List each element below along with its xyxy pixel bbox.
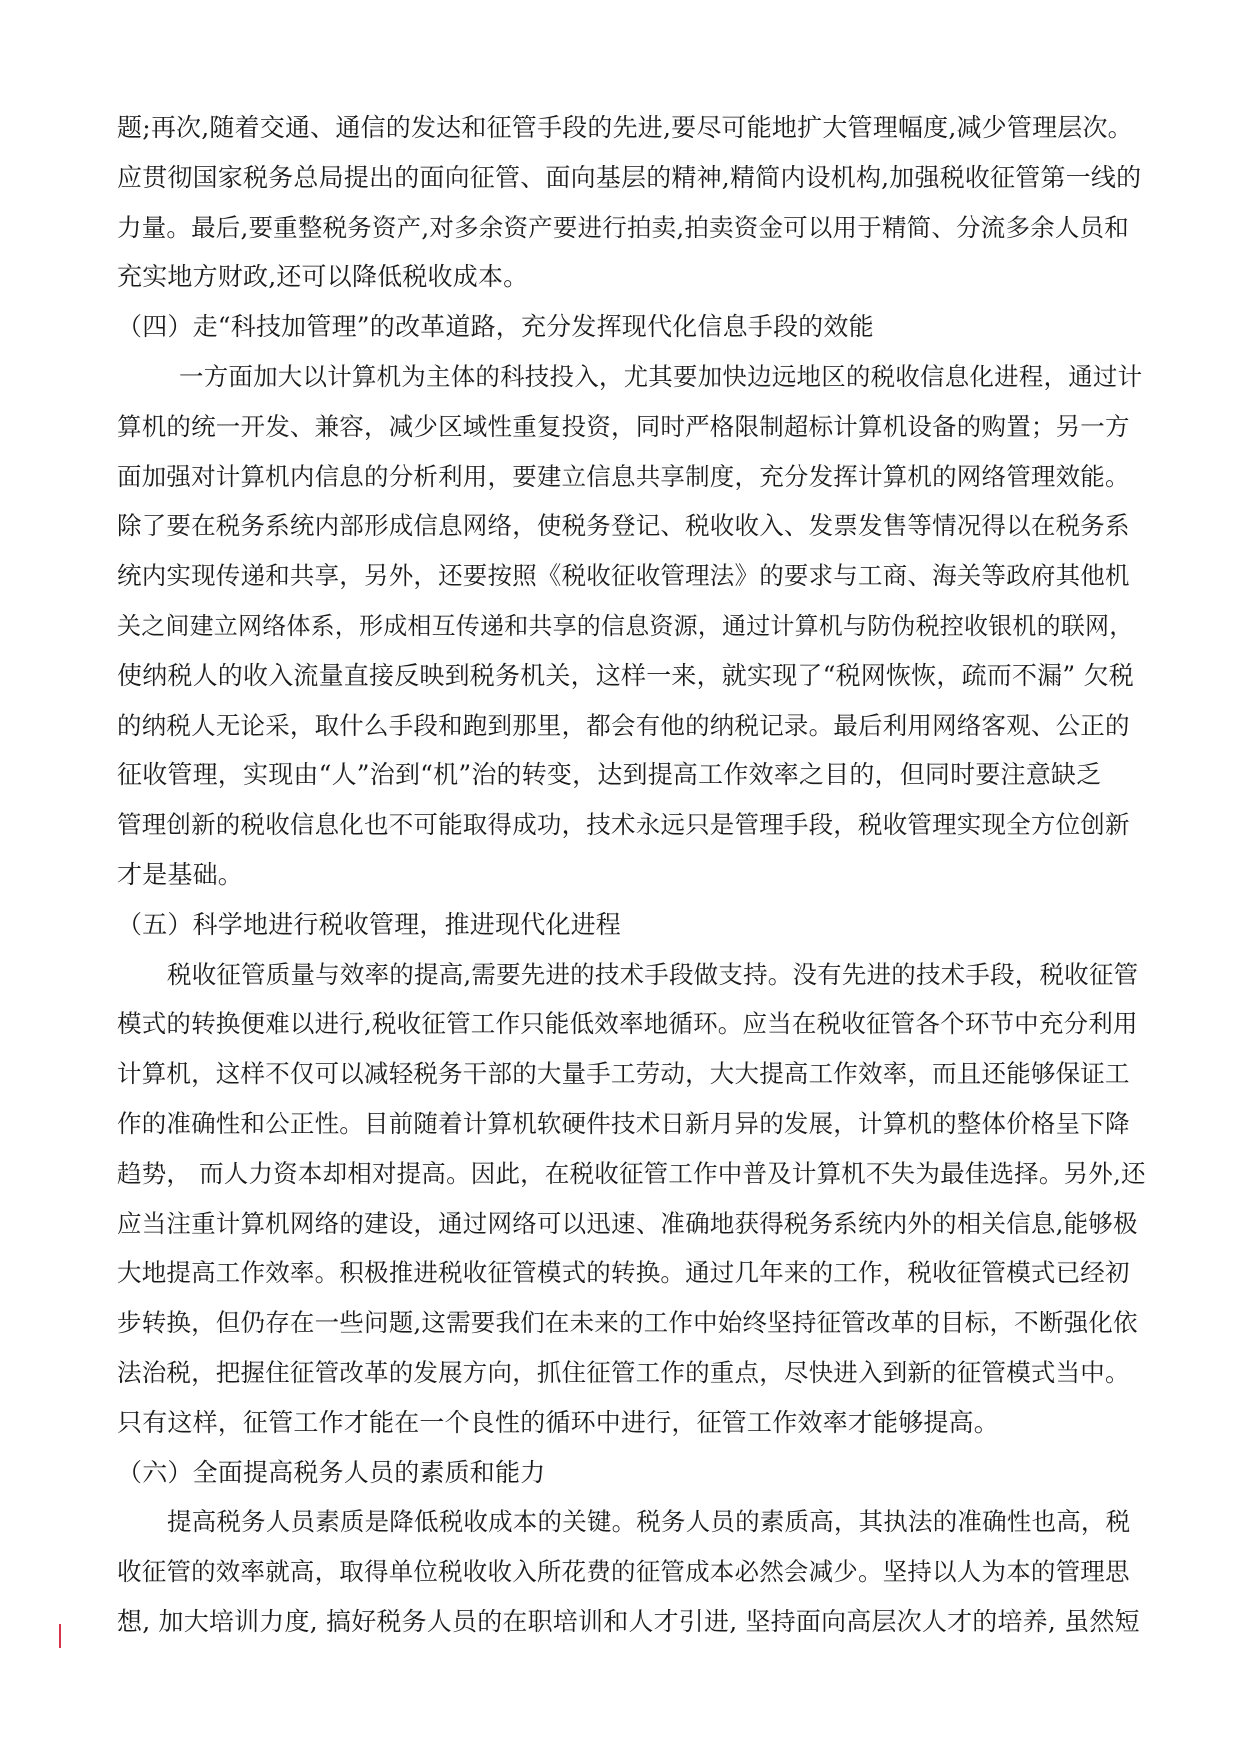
text-line-18: 税收征管质量与效率的提高,需要先进的技术手段做支持。没有先进的技术手段，税收征管 — [167, 960, 1139, 989]
margin-marker — [59, 1624, 61, 1648]
text-line-22: 趋势， 而人力资本却相对提高。因此，在税收征管工作中普及计算机不失为最佳选择。另外,还 — [117, 1159, 1146, 1188]
text-line-29: 提高税务人员素质是降低税收成本的关键。税务人员的素质高，其执法的准确性也高，税 — [167, 1507, 1131, 1536]
text-line-20: 计算机，这样不仅可以减轻税务干部的大量手工劳动，大大提高工作效率，而且还能够保证工 — [117, 1059, 1130, 1088]
text-line-6: 一方面加大以计算机为主体的科技投入，尤其要加快边远地区的税收信息化进程，通过计 — [179, 362, 1143, 391]
text-line-14: 征收管理，实现由“人”治到“机”治的转变，达到提高工作效率之目的，但同时要注意缺乏 — [117, 760, 1102, 789]
text-line-9: 除了要在税务系统内部形成信息网络，使税务登记、税收收入、发票发售等情况得以在税务系 — [117, 511, 1130, 540]
text-line-12: 使纳税人的收入流量直接反映到税务机关，这样一来，就实现了“税网恢恢，疏而不漏” 欠税 — [117, 661, 1134, 690]
text-line-2: 应贯彻国家税务总局提出的面向征管、面向基层的精神,精简内设机构,加强税收征管第一线的 — [117, 163, 1142, 192]
text-line-30: 收征管的效率就高，取得单位税收收入所花费的征管成本必然会减少。坚持以人为本的管理思 — [117, 1557, 1130, 1586]
text-line-23: 应当注重计算机网络的建设，通过网络可以迅速、准确地获得税务系统内外的相关信息,能够极 — [117, 1209, 1138, 1238]
text-line-27: 只有这样，征管工作才能在一个良性的循环中进行，征管工作效率才能够提高。 — [117, 1408, 1000, 1437]
text-line-15: 管理创新的税收信息化也不可能取得成功，技术永远只是管理手段，税收管理实现全方位创新 — [117, 810, 1130, 839]
section-heading-6: （六）全面提高税务人员的素质和能力 — [117, 1458, 546, 1487]
text-line-11: 关之间建立网络体系，形成相互传递和共享的信息资源，通过计算机与防伪税控收银机的联网， — [117, 612, 1134, 640]
text-line-31: 想, 加大培训力度, 搞好税务人员的在职培训和人才引进, 坚持面向高层次人才的培养, 虽然短 — [117, 1607, 1140, 1636]
text-line-13: 的纳税人无论采，取什么手段和跑到那里，都会有他的纳税记录。最后利用网络客观、公正的 — [117, 711, 1130, 740]
text-line-24: 大地提高工作效率。积极推进税收征管模式的转换。通过几年来的工作，税收征管模式已经初 — [117, 1258, 1130, 1287]
text-line-7: 算机的统一开发、兼容，减少区域性重复投资，同时严格限制超标计算机设备的购置；另一方 — [117, 412, 1130, 441]
text-line-25: 步转换，但仍存在一些问题,这需要我们在未来的工作中始终坚持征管改革的目标，不断强化依 — [117, 1308, 1138, 1337]
text-line-1: 题;再次,随着交通、通信的发达和征管手段的先进,要尽可能地扩大管理幅度,减少管理层次。 — [117, 113, 1133, 142]
text-line-16: 才是基础。 — [117, 860, 244, 889]
text-line-3: 力量。最后,要重整税务资产,对多余资产要进行拍卖,拍卖资金可以用于精简、分流多余人员和 — [117, 213, 1129, 242]
text-line-10: 统内实现传递和共享，另外，还要按照《税收征收管理法》的要求与工商、海关等政府其他机 — [117, 561, 1130, 590]
text-line-8: 面加强对计算机内信息的分析利用，要建立信息共享制度，充分发挥计算机的网络管理效能。 — [117, 462, 1130, 491]
text-line-26: 法治税，把握住征管改革的发展方向，抓住征管工作的重点，尽快进入到新的征管模式当中。 — [117, 1358, 1130, 1387]
text-line-19: 模式的转换便难以进行,税收征管工作只能低效率地循环。应当在税收征管各个环节中充分利用 — [117, 1009, 1138, 1038]
text-line-4: 充实地方财政,还可以降低税收成本。 — [117, 262, 529, 291]
section-heading-4: （四）走“科技加管理”的改革道路，充分发挥现代化信息手段的效能 — [117, 312, 874, 341]
text-line-21: 作的准确性和公正性。目前随着计算机软硬件技术日新月异的发展，计算机的整体价格呈下降 — [117, 1109, 1130, 1138]
section-heading-5: （五）科学地进行税收管理，推进现代化进程 — [117, 910, 622, 939]
